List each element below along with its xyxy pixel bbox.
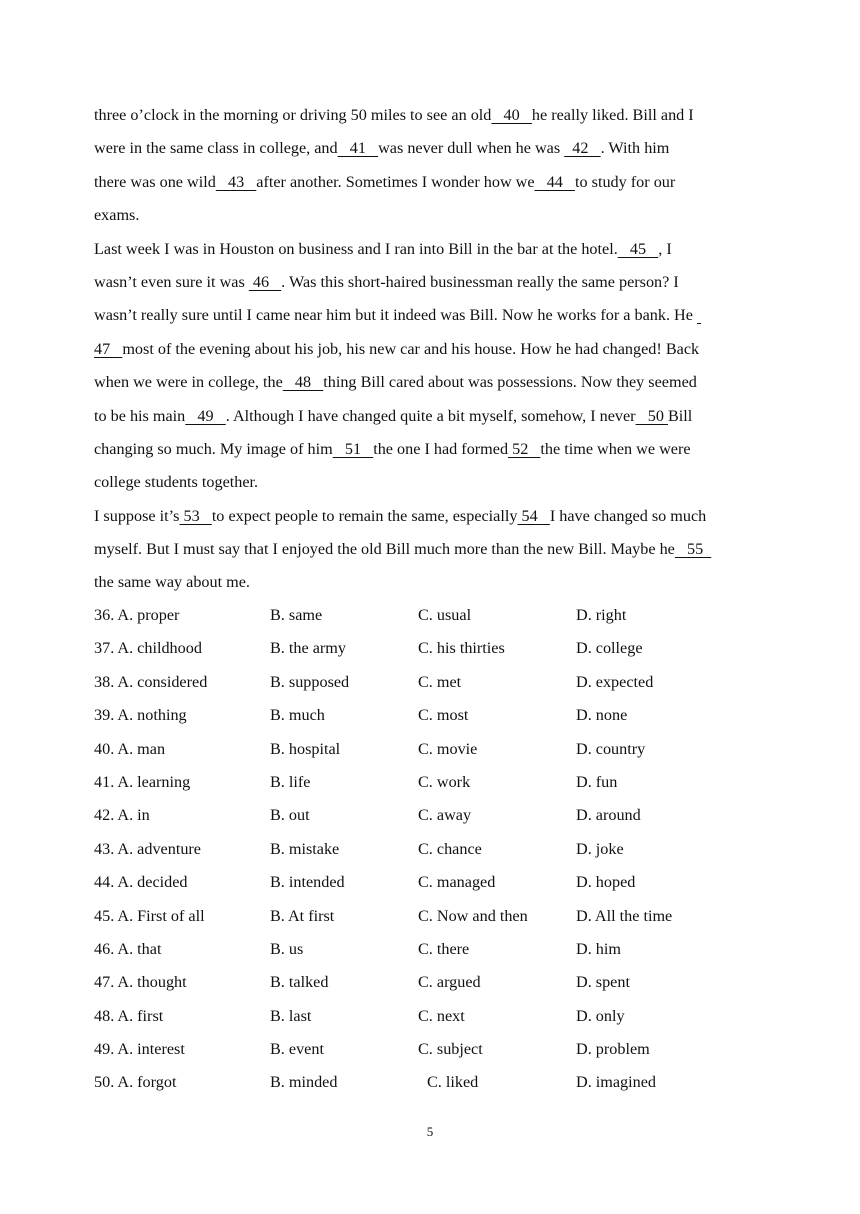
option-d: D. right	[576, 606, 627, 624]
passage-text: Bill	[667, 406, 693, 425]
option-a: 39. A. nothing	[94, 706, 187, 725]
option-b: B. talked	[270, 973, 329, 992]
question-row	[94, 966, 774, 999]
passage-text: . With him	[600, 139, 670, 158]
answer-blank: 48	[282, 373, 324, 392]
passage-text: . Was this short-haired businessman really the same person? I	[281, 272, 679, 291]
passage-text: when we were in college, the	[94, 373, 283, 392]
answer-blank: 52	[508, 439, 541, 458]
option-c: C. work	[418, 772, 471, 791]
passage-text: wasn’t even sure it was	[94, 272, 249, 291]
passage-line	[94, 366, 774, 399]
option-c: C. subject	[418, 1040, 483, 1059]
option-a: 44. A. decided	[94, 873, 188, 892]
answer-blank: 44	[534, 172, 576, 191]
option-a: 43. A. adventure	[94, 839, 201, 858]
option-b: B. us	[270, 939, 304, 958]
passage-text: changing so much. My image of him	[94, 439, 333, 458]
passage-text: most of the evening about his job, his new car and his house. How he had changed! Back	[122, 339, 700, 358]
option-d: D. joke	[576, 839, 624, 858]
option-c: C. managed	[418, 873, 496, 892]
option-a: 41. A. learning	[94, 772, 191, 791]
passage-text: to study for our	[575, 172, 676, 191]
option-a: 38. A. considered	[94, 672, 208, 691]
passage-text: the time when we were	[540, 439, 691, 458]
passage-line	[94, 199, 774, 232]
option-c: C. liked	[427, 1073, 479, 1092]
answer-blank: 51	[332, 439, 374, 458]
passage-text: , I	[658, 239, 672, 258]
question-row	[94, 866, 774, 899]
option-b: B. life	[270, 772, 311, 791]
option-a: 45. A. First of all	[94, 906, 205, 925]
option-b: B. hospital	[270, 739, 341, 758]
option-c: C. there	[418, 939, 470, 958]
answer-blank: 43	[215, 172, 257, 191]
option-d: D. problem	[576, 1040, 650, 1059]
option-d: D. imagined	[576, 1073, 657, 1092]
option-a: 48. A. first	[94, 1006, 164, 1025]
question-row	[94, 599, 774, 632]
option-b: B. mistake	[270, 839, 340, 858]
passage-line	[94, 400, 774, 433]
question-row	[94, 666, 774, 699]
option-c: C. away	[418, 806, 472, 825]
answer-blank: 41	[337, 139, 379, 158]
option-a: 42. A. in	[94, 806, 150, 825]
question-row	[94, 900, 774, 933]
question-row	[94, 1000, 774, 1033]
option-a: 49. A. interest	[94, 1040, 185, 1059]
passage-text: I suppose it’s	[94, 506, 180, 525]
passage-text: I have changed so much	[549, 506, 707, 525]
passage-line	[94, 333, 774, 366]
passage-line	[94, 500, 774, 533]
option-d: D. country	[576, 739, 646, 758]
passage-line	[94, 299, 774, 332]
passage-line	[94, 566, 774, 599]
option-b: B. same	[270, 606, 323, 624]
passage-text: wasn’t really sure until I came near him but it indeed was Bill. Now he works for a bank. He	[94, 306, 697, 325]
option-c: C. chance	[418, 839, 482, 858]
answer-blank: 47	[94, 339, 123, 358]
option-b: B. out	[270, 806, 310, 825]
passage-text: were in the same class in college, and	[94, 139, 338, 158]
question-row	[94, 833, 774, 866]
passage-text: there was one wild	[94, 172, 216, 191]
passage-text: myself. But I must say that I enjoyed the old Bill much more than the new Bill. Maybe he	[94, 540, 675, 559]
option-c: C. argued	[418, 973, 481, 992]
passage-text: thing Bill cared about was possessions. Now they seemed	[323, 373, 697, 392]
option-c: C. next	[418, 1006, 465, 1025]
question-row	[94, 766, 774, 799]
passage-text: the one I had formed	[373, 439, 509, 458]
option-c: C. Now and then	[418, 906, 528, 925]
option-d: D. All the time	[576, 906, 673, 925]
option-a: 40. A. man	[94, 739, 166, 758]
option-c: C. most	[418, 706, 469, 725]
passage-line	[94, 166, 774, 199]
option-d: D. none	[576, 706, 628, 725]
option-b: B. much	[270, 706, 325, 725]
option-d: D. fun	[576, 772, 618, 791]
passage-text: three o’clock in the morning or driving 50 miles to see an old	[94, 106, 492, 124]
passage-text: after another. Sometimes I wonder how we	[256, 172, 535, 191]
passage-text: to expect people to remain the same, especially	[211, 506, 518, 525]
passage-text: Last week I was in Houston on business and I ran into Bill in the bar at the hotel.	[94, 239, 618, 258]
option-d: D. college	[576, 639, 643, 658]
option-b: B. intended	[270, 873, 345, 892]
passage-line	[94, 433, 774, 466]
passage-text: he really liked. Bill and I	[531, 106, 694, 124]
option-a: 47. A. thought	[94, 973, 187, 992]
answer-blank: 49	[185, 406, 226, 425]
answer-blank: 45	[617, 239, 659, 258]
option-b: B. At first	[270, 906, 335, 925]
answer-blank: 53	[179, 506, 212, 525]
passage-line	[94, 466, 774, 499]
option-d: D. spent	[576, 973, 630, 992]
passage-line	[94, 99, 774, 132]
passage-text: the same way about me.	[94, 573, 250, 592]
answer-blank: 54	[517, 506, 550, 525]
option-a: 36. A. proper	[94, 606, 180, 624]
option-c: C. his thirties	[418, 639, 505, 658]
passage-line	[94, 132, 774, 165]
question-row	[94, 632, 774, 665]
option-b: B. minded	[270, 1073, 338, 1092]
page-number: 5	[426, 1124, 434, 1139]
option-d: D. hoped	[576, 873, 636, 892]
option-c: C. met	[418, 672, 462, 691]
option-c: C. usual	[418, 606, 472, 624]
option-d: D. him	[576, 939, 621, 958]
option-b: B. supposed	[270, 672, 350, 691]
option-b: B. event	[270, 1040, 324, 1059]
passage-text: college students together.	[94, 473, 259, 492]
question-row	[94, 799, 774, 832]
passage-line	[94, 233, 774, 266]
cloze-passage	[94, 99, 774, 600]
answer-blank: 46	[248, 272, 282, 291]
option-d: D. only	[576, 1006, 625, 1025]
answer-blank: 42	[564, 139, 601, 158]
option-c: C. movie	[418, 739, 478, 758]
question-row	[94, 733, 774, 766]
option-d: D. around	[576, 806, 641, 825]
answer-blank: 40	[491, 106, 532, 124]
answer-blank	[697, 306, 701, 324]
answer-options	[94, 599, 774, 1100]
question-row	[94, 933, 774, 966]
passage-text: was never dull when he was	[378, 139, 565, 158]
question-row	[94, 1033, 774, 1066]
answer-blank: 55	[674, 540, 712, 559]
passage-text: . Although I have changed quite a bit myself, somehow, I never	[225, 406, 636, 425]
passage-line	[94, 533, 774, 566]
passage-line	[94, 266, 774, 299]
passage-text: to be his main	[94, 406, 186, 425]
passage-text: exams.	[94, 206, 140, 225]
option-a: 46. A. that	[94, 939, 162, 958]
option-b: B. the army	[270, 639, 346, 658]
option-a: 50. A. forgot	[94, 1073, 177, 1092]
option-d: D. expected	[576, 672, 654, 691]
question-row	[94, 699, 774, 732]
answer-blank: 50	[635, 406, 668, 425]
question-row	[94, 1066, 774, 1099]
option-a: 37. A. childhood	[94, 639, 202, 658]
option-b: B. last	[270, 1006, 312, 1025]
